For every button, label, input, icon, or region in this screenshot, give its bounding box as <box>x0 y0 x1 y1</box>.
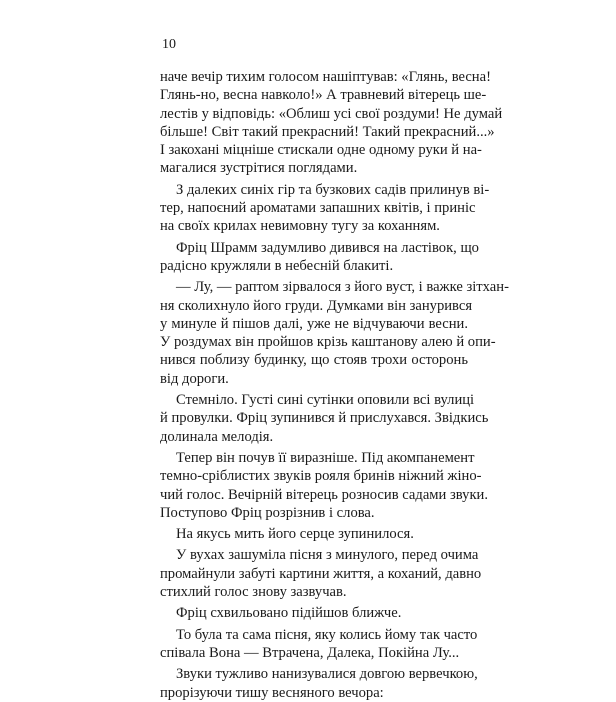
text-line: від дороги. <box>160 370 229 387</box>
text-line: ня сколихнуло його груди. Думками він занурився <box>160 297 473 314</box>
text-line: Тепер він почув її виразніше. Під акомпанемент <box>176 449 475 466</box>
text-line: співала Вона — Втрачена, Далека, Покійна Лу... <box>160 644 460 661</box>
text-line: Стемніло. Густі сині сутінки оповили всі вулиці <box>176 392 475 409</box>
text-line: наче вечір тихим голосом нашіптував: «Глянь, весна! <box>160 69 491 85</box>
text-line: й провулки. Фріц зупинився й прислухався. Звідкись <box>160 410 489 427</box>
text-line: Глянь-но, весна навколо!» А травневий вітерець ше- <box>160 87 487 104</box>
text-line: І закохані міцніше стискали одне одному руки й на- <box>160 142 482 159</box>
paragraph <box>160 391 489 446</box>
page-number: 10 <box>162 37 176 52</box>
text-line: у минуле й пішов далі, уже не відчуваючи весни. <box>160 315 468 332</box>
text-line: чий голос. Вечірній вітерець розносив садами звуки. <box>160 486 488 503</box>
text-line: радісно кружляли в небесній блакиті. <box>160 257 394 274</box>
paragraph <box>160 181 490 236</box>
paragraph <box>160 604 468 622</box>
paragraph <box>160 68 503 178</box>
paragraph <box>160 239 479 276</box>
text-line: У роздумах він пройшов крізь каштанову алею й опи- <box>160 334 496 351</box>
paragraph <box>160 525 468 543</box>
text-line: долинала мелодія. <box>160 428 274 445</box>
text-line: більше! Світ такий прекрасний! Такий прекрасний...» <box>160 123 495 140</box>
text-line: Звуки тужливо нанизувалися довгою вервечкою, <box>176 666 478 683</box>
text-line: Фріц схвильовано підійшов ближче. <box>176 605 402 622</box>
text-line: З далеких синіх гір та бузкових садів прилинув ві- <box>176 181 490 198</box>
text-line: нився поблизу будинку, що стояв трохи осторонь <box>160 352 468 369</box>
text-line: Поступово Фріц розрізнив і слова. <box>160 504 375 521</box>
paragraph <box>160 626 478 663</box>
paragraph <box>160 449 488 522</box>
text-line: на своїх крилах невимовну тугу за коханням. <box>160 218 440 235</box>
text-line: тер, напоєний ароматами запашних квітів, і приніс <box>160 200 476 217</box>
text-line: лестів у відповідь: «Облиш усі свої роздуми! Не думай <box>160 105 503 122</box>
text-line: промайнули забуті картини життя, а коханий, давно <box>160 565 482 582</box>
text-line: — Лу, — раптом зірвалося з його вуст, і важке зітхан- <box>176 279 509 296</box>
text-line: У вухах зашуміла пісня з минулого, перед очима <box>176 547 479 564</box>
paragraph <box>160 665 478 702</box>
text-line: То була та сама пісня, яку колись йому так часто <box>176 626 478 643</box>
text-line: магалися зустрітися поглядами. <box>160 160 358 177</box>
text-line: На якусь мить його серце зупинилося. <box>176 526 414 543</box>
text-line: темно-сріблистих звуків рояля бринів ніжний жіно- <box>160 468 482 485</box>
body-text <box>160 68 509 702</box>
paragraph <box>160 278 509 388</box>
text-line: стихлий голос знову зазвучав. <box>160 584 347 601</box>
text-line: Фріц Шрамм задумливо дивився на ластівок, що <box>176 239 479 256</box>
text-line: прорізуючи тишу весняного вечора: <box>160 684 384 701</box>
paragraph <box>160 546 482 601</box>
